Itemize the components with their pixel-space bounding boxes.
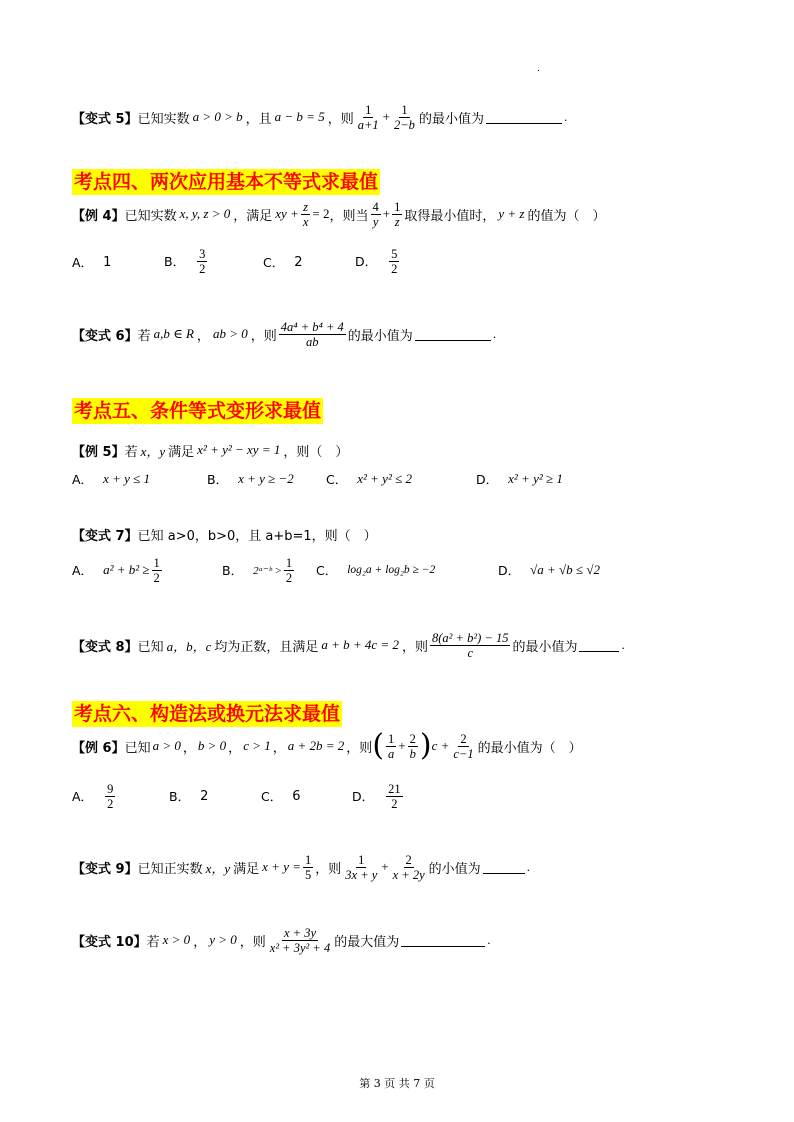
problem-variant-8: 【变式 8】 已知 a，b，c 均为正数，且满足 a + b + 4c = 2 ，则 $\frac{\text{8(a² + b²) − 15}}{c}$ 的最小值为 . [72, 630, 625, 660]
problem-tag: 【变式 7】 [72, 528, 138, 544]
problem-tag: 【变式 9】 [72, 861, 138, 877]
problem-tag: 【变式 5】 [72, 111, 138, 127]
problem-variant-7: 【变式 7】 已知 a>0，b>0，且 a+b=1，则（ ） [72, 524, 377, 544]
option-d[interactable]: D． √a + √b ≤ √2 [498, 562, 600, 578]
fraction: $\frac{5}{2}$ [391, 246, 398, 276]
fraction: $\frac{\text{4a⁴ + b⁴ + 4}}{ab}$ [280, 319, 344, 349]
problem-tag: 【例 5】 [72, 444, 125, 460]
fraction: $\frac{x + 3y}{\text{x² + 3y² + 4}}$ [269, 925, 331, 955]
problem-example-4: 【例 4】 已知实数 x, y, z > 0 ，满足 xy + $\frac{z}{x}$ = 2 ，则当 $\frac{4}{y}$ + $\frac{1}{z}$ 取得最小值时， y + z 的值为（ ） [72, 199, 606, 229]
option-b[interactable]: B． x + y ≥ −2 [207, 471, 294, 487]
fraction: $\frac{\text{8(a² + b²) − 15}}{c}$ [432, 630, 509, 660]
fraction: $\frac{21}{2}$ [388, 781, 401, 811]
option-c[interactable]: C． 6 [261, 788, 301, 804]
problem-example-6: 【例 6】 已知 a > 0 ， b > 0 ， c > 1 ， a + 2b = 2 ，则 ( $\frac{1}{a}$ + $\frac{2}{b}$ ) c + $\frac{2}{c-1}$ 的最小值为（ ） [72, 728, 582, 763]
fraction: $\frac{1}{2}$ [285, 555, 293, 585]
option-b[interactable]: B． 2 [169, 788, 209, 804]
fraction: $\frac{1}{z}$ [394, 199, 401, 229]
problem-variant-10: 【变式 10】 若 x > 0 ， y > 0 ，则 $\frac{x + 3y}{\text{x² + 3y² + 4}}$ 的最大值为 . [72, 925, 491, 955]
option-a[interactable]: A． $\frac{9}{2}$ [72, 781, 114, 811]
fraction: $\frac{1}{2-b}$ [394, 102, 415, 132]
option-b[interactable]: B． $\frac{3}{2}$ [164, 246, 206, 276]
fraction: $\frac{1}{a}$ [388, 731, 395, 761]
option-b[interactable]: B． 2ᵃ⁻ᵇ > $\frac{1}{2}$ [222, 555, 293, 585]
option-c[interactable]: C． log₂a + log₂b ≥ −2 [316, 563, 436, 578]
fraction: $\frac{1}{3x + y}$ [345, 852, 378, 882]
fraction: $\frac{z}{x}$ [302, 199, 309, 229]
option-c[interactable]: C． x² + y² ≤ 2 [326, 471, 412, 487]
answer-blank [483, 861, 525, 874]
fraction: $\frac{2}{c-1}$ [453, 731, 474, 761]
answer-blank [579, 639, 619, 652]
fraction: $\frac{2}{x + 2y}$ [392, 852, 425, 882]
option-a[interactable]: A． 1 [72, 254, 112, 270]
option-a[interactable]: A． a² + b² ≥ $\frac{1}{2}$ [72, 555, 160, 585]
fraction: $\frac{3}{2}$ [199, 246, 206, 276]
problem-tag: 【例 4】 [72, 208, 125, 224]
page-footer: 第 3 页 共 7 页 [359, 1077, 435, 1090]
answer-blank [401, 934, 485, 947]
option-d[interactable]: D． $\frac{21}{2}$ [352, 781, 401, 811]
corner-mark: . [537, 64, 540, 74]
fraction: $\frac{9}{2}$ [107, 781, 114, 811]
problem-example-5: 【例 5】 若 x，y 满足 x² + y² − xy = 1 ，则（ ） [72, 442, 349, 460]
problem-variant-9: 【变式 9】 已知正实数 x，y 满足 x + y = $\frac{1}{5}$ ，则 $\frac{1}{3x + y}$ + $\frac{2}{x + 2y}$ 的小值为 . [72, 852, 530, 882]
answer-blank [486, 111, 562, 124]
problem-tag: 【变式 6】 [72, 328, 138, 344]
fraction: $\frac{1}{5}$ [305, 852, 312, 882]
problem-variant-6: 【变式 6】 若 a,b ∈ R ， ab > 0 ，则 $\frac{\text{4a⁴ + b⁴ + 4}}{ab}$ 的最小值为 . [72, 319, 497, 349]
fraction: $\frac{1}{a+1}$ [357, 102, 379, 132]
problem-tag: 【变式 10】 [72, 934, 147, 950]
fraction: $\frac{4}{y}$ [372, 199, 379, 229]
problem-variant-5: 【变式 5】 已知实数 a > 0 > b ，且 a − b = 5 ，则 $\frac{1}{a+1}$ + $\frac{1}{2-b}$ 的最小值为 . [72, 102, 568, 132]
section-heading-6: 考点六、构造法或换元法求最值 [74, 703, 341, 725]
option-d[interactable]: D． $\frac{5}{2}$ [355, 246, 398, 276]
option-c[interactable]: C． 2 [263, 254, 303, 270]
problem-tag: 【例 6】 [72, 740, 125, 756]
answer-blank [415, 328, 491, 341]
fraction: $\frac{2}{b}$ [409, 731, 416, 761]
option-a[interactable]: A． x + y ≤ 1 [72, 471, 151, 487]
section-heading-4: 考点四、两次应用基本不等式求最值 [74, 171, 379, 193]
fraction: $\frac{1}{2}$ [153, 555, 160, 585]
section-heading-5: 考点五、条件等式变形求最值 [74, 400, 322, 422]
option-d[interactable]: D． x² + y² ≥ 1 [476, 471, 563, 487]
problem-tag: 【变式 8】 [72, 639, 138, 655]
